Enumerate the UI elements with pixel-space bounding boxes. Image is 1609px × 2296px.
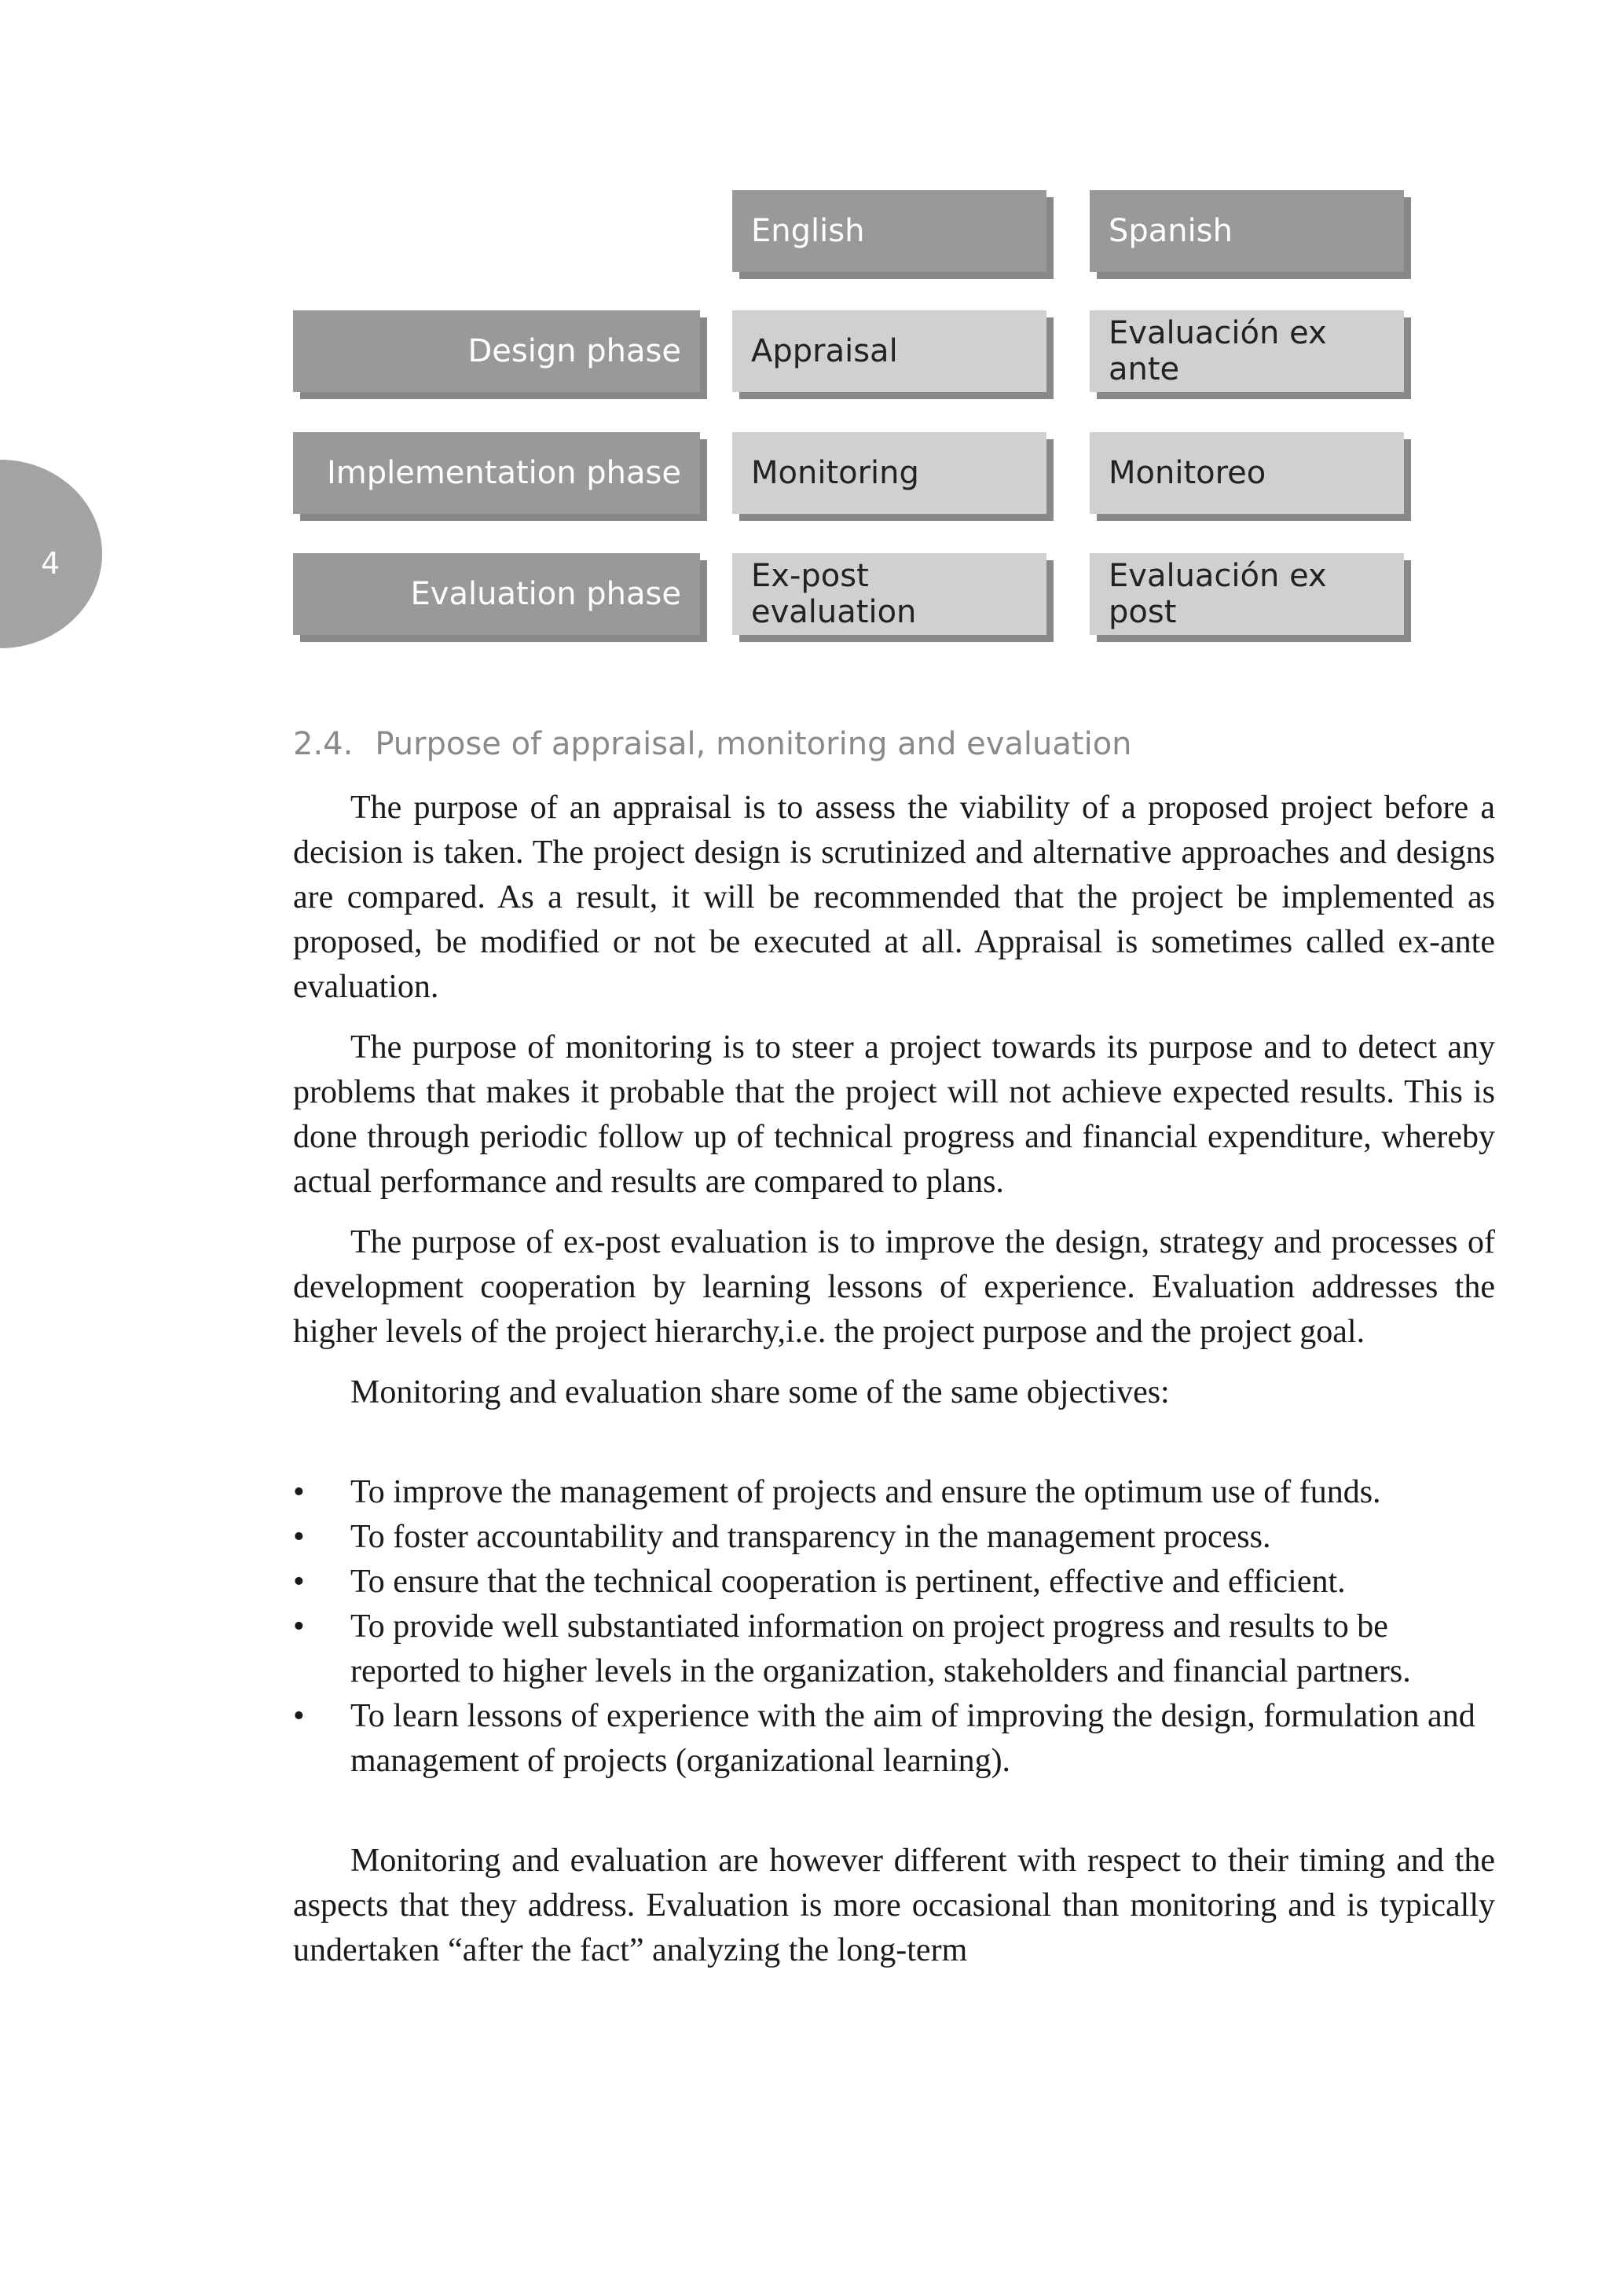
- header-spanish: Spanish: [1090, 190, 1404, 272]
- header-english: English: [732, 190, 1046, 272]
- paragraph-appraisal: The purpose of an appraisal is to assess the viability of a proposed project before a decision is taken. The project design is scrutinized and alternative approaches and designs are compared. As a result, it will be recommended that the project be implemented as proposed, be modified or not be executed at all. Appraisal is sometimes called ex-ante evaluation.: [293, 790, 1495, 1005]
- objectives-list: [293, 1470, 1495, 1784]
- list-item: • To improve the management of projects and ensure the optimum use of funds.: [293, 1470, 1495, 1515]
- cell-evaluation-spanish: Evaluación ex post: [1090, 553, 1404, 635]
- paragraph-monitoring: The purpose of monitoring is to steer a project towards its purpose and to detect any problems that makes it probable that the project will not achieve expected results. This is done through periodic follow up of technical progress and financial expenditure, whereby actual performance and results are compared to plans.: [293, 1029, 1495, 1200]
- section-heading: [293, 726, 1132, 762]
- section-number: 2.4.: [293, 726, 354, 762]
- phase-design: Design phase: [293, 310, 700, 392]
- paragraph-evaluation: The purpose of ex-post evaluation is to improve the design, strategy and processes of development cooperation by learning lessons of experience. Evaluation addresses the higher levels of the project hierarchy,i.e. the project purpose and the project goal.: [293, 1224, 1495, 1350]
- bullet-icon: •: [293, 1608, 305, 1645]
- paragraph-objectives-intro: Monitoring and evaluation share some of the same objectives:: [350, 1374, 1170, 1410]
- body-text: [293, 786, 1495, 1989]
- bullet-icon: •: [293, 1564, 305, 1600]
- list-item: • To provide well substantiated information on project progress and results to be reported to higher levels in the organization, stakeholders and financial partners.: [293, 1605, 1495, 1694]
- page-number: 4: [41, 546, 60, 581]
- cell-evaluation-english: Ex-post evaluation: [732, 553, 1046, 635]
- bullet-icon: •: [293, 1698, 305, 1734]
- cell-design-spanish: Evaluación ex ante: [1090, 310, 1404, 392]
- phase-evaluation: Evaluation phase: [293, 553, 700, 635]
- bullet-icon: •: [293, 1474, 305, 1510]
- phase-implementation: Implementation phase: [293, 432, 700, 514]
- bullet-icon: •: [293, 1519, 305, 1555]
- cell-design-english: Appraisal: [732, 310, 1046, 392]
- list-item: • To learn lessons of experience with the aim of improving the design, formulation and management of projects (organizational learning).: [293, 1694, 1495, 1784]
- list-item: • To ensure that the technical cooperation is pertinent, effective and efficient.: [293, 1560, 1495, 1605]
- cell-implementation-spanish: Monitoreo: [1090, 432, 1404, 514]
- section-title: Purpose of appraisal, monitoring and evaluation: [375, 726, 1132, 762]
- paragraph-closing: Monitoring and evaluation are however different with respect to their timing and the aspects that they address. Evaluation is more occasional than monitoring and is typically undertaken “after the fact” analyzing the long-term: [293, 1843, 1495, 1968]
- list-item: • To foster accountability and transparency in the management process.: [293, 1515, 1495, 1560]
- cell-implementation-english: Monitoring: [732, 432, 1046, 514]
